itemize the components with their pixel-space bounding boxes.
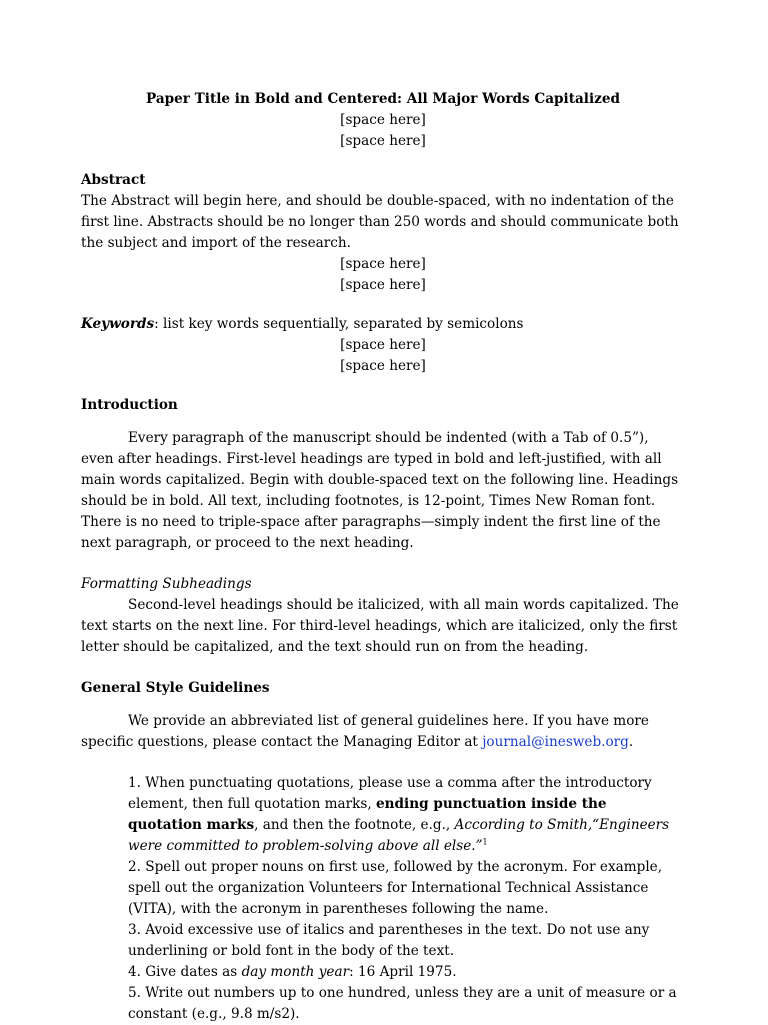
space-placeholder: [space here] [340, 358, 426, 374]
abstract-heading: Abstract [81, 172, 146, 188]
subheading-heading: Formatting Subheadings [81, 576, 252, 592]
guidelines-heading: General Style Guidelines [81, 680, 270, 696]
guidelines-intro [81, 711, 685, 753]
item1-bold: ending punctuation inside the quotation marks [128, 796, 607, 833]
space-placeholder: [space here] [340, 337, 426, 353]
editor-email-link[interactable]: journal@inesweb.org [482, 734, 629, 750]
introduction-paragraph: Every paragraph of the manuscript should be indented (with a Tab of 0.5”), even after headings. First-level headings are typed in bold and left-justified, with all main words capitalized. Begin with double-spaced text on the following line. Headings should be in bold. All text, including footnotes, is 12-point, Times New Roman font. There is no need to triple-space after paragraphs—simply indent the first line of the next paragraph, or proceed to the next heading. [81, 430, 679, 551]
guidelines-intro-text: We provide an abbreviated list of general guidelines here. If you have more specific questions, please contact the Managing Editor at [81, 713, 649, 750]
space-placeholder: [space here] [340, 133, 426, 149]
introduction-heading: Introduction [81, 397, 178, 413]
paper-title: Paper Title in Bold and Centered: All Major Words Capitalized [145, 91, 621, 107]
item1-text-b: , and then the footnote, e.g., [254, 817, 455, 833]
document-body [81, 89, 685, 1025]
item4-text: 4. Give dates as [128, 964, 242, 980]
item4-text-b: : 16 April 1975. [349, 964, 457, 980]
keywords-text: : list key words sequentially, separated by semicolons [154, 316, 524, 332]
guidelines-list [128, 773, 685, 1025]
list-item: 3. Avoid excessive use of italics and parentheses in the text. Do not use any underlining or bold font in the body of the text. [128, 922, 650, 959]
list-item: 5. Write out numbers up to one hundred, unless they are a unit of measure or a constant (e.g., 9.8 m/s2). [128, 985, 677, 1022]
footnote-marker: 1 [482, 837, 488, 847]
list-item: 2. Spell out proper nouns on first use, followed by the acronym. For example, spell out the organization Volunteers for International Technical Assistance (VITA), with the acronym in parentheses following the name. [128, 859, 663, 917]
keywords-label: Keywords [81, 316, 155, 332]
item1-example: According to Smith,“Engineers were committed to problem-solving above all else.” [128, 817, 670, 854]
list-item [128, 962, 685, 983]
item1-text: 1. When punctuating quotations, please use a comma after the introductory element, then full quotation marks, [128, 775, 652, 812]
space-placeholder: [space here] [340, 112, 426, 128]
abstract-text: The Abstract will begin here, and should be double-spaced, with no indentation of the first line. Abstracts should be no longer than 250 words and should communicate both the subject and import of the research. [81, 193, 679, 251]
item4-italic: day month year [241, 964, 350, 980]
list-item [128, 773, 685, 857]
space-placeholder: [space here] [340, 256, 426, 272]
keywords-line [81, 314, 685, 335]
space-placeholder: [space here] [340, 277, 426, 293]
subheading-paragraph: Second-level headings should be italicized, with all main words capitalized. The text starts on the next line. For third-level headings, which are italicized, only the first letter should be capitalized, and the text should run on from the heading. [81, 597, 679, 655]
guidelines-intro-end: . [628, 734, 634, 750]
